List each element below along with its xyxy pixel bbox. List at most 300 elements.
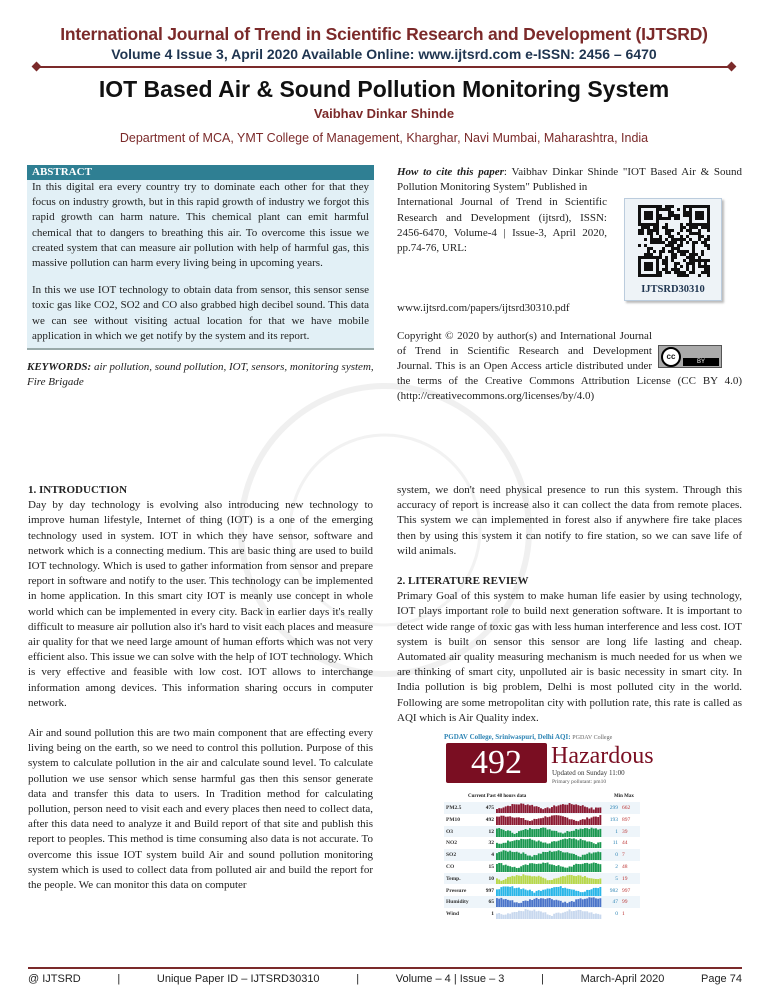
aqi-bar — [566, 817, 568, 824]
qr-module — [656, 208, 659, 211]
qr-module — [689, 220, 692, 223]
qr-module — [659, 250, 662, 253]
qr-module — [647, 247, 650, 250]
aqi-bar — [577, 864, 579, 872]
aqi-bar — [591, 913, 593, 920]
aqi-bar — [595, 914, 597, 920]
aqi-bar — [514, 903, 516, 908]
aqi-bar — [500, 829, 502, 837]
qr-module — [686, 262, 689, 265]
qr-module — [656, 259, 659, 262]
aqi-row-min: 0 — [615, 911, 618, 918]
aqi-bar — [542, 843, 544, 848]
aqi-bar — [582, 805, 584, 813]
abstract-box — [27, 165, 374, 350]
qr-module — [692, 259, 695, 262]
qr-module — [680, 241, 683, 244]
qr-module — [698, 238, 701, 241]
aqi-bar — [597, 914, 599, 919]
aqi-bar — [503, 900, 505, 908]
aqi-bar — [498, 913, 500, 919]
aqi-bar — [582, 855, 584, 860]
qr-module — [650, 214, 653, 217]
qr-module — [680, 229, 683, 232]
aqi-bar — [518, 868, 520, 872]
citation-label: How to cite this paper — [397, 166, 504, 178]
aqi-bar — [584, 899, 586, 907]
aqi-row-sparkline — [496, 861, 602, 872]
aqi-bar — [558, 887, 560, 896]
qr-module — [671, 268, 674, 271]
aqi-bar — [538, 829, 540, 837]
aqi-bar — [573, 889, 575, 895]
qr-module — [638, 274, 641, 277]
qr-module — [689, 208, 692, 211]
aqi-bar — [562, 833, 564, 836]
aqi-row-current: 15 — [488, 864, 494, 871]
qr-module — [698, 265, 701, 268]
qr-module — [689, 271, 692, 274]
qr-module — [638, 205, 641, 208]
qr-module — [671, 214, 674, 217]
aqi-bar — [500, 863, 502, 872]
aqi-bar — [520, 854, 522, 860]
aqi-row-min: 299 — [609, 805, 618, 812]
qr-module — [704, 259, 707, 262]
aqi-bar — [553, 865, 555, 872]
qr-module — [683, 205, 686, 208]
aqi-bar — [533, 876, 535, 884]
aqi-location: PGDAV College, Sriniwaspuri, Delhi AQI: PGDAV College — [444, 733, 613, 742]
aqi-bar — [595, 888, 597, 896]
aqi-bar — [514, 876, 516, 884]
aqi-bar — [569, 853, 571, 860]
aqi-bar — [525, 875, 527, 884]
aqi-bar — [573, 805, 575, 813]
qr-module — [674, 265, 677, 268]
aqi-bar — [544, 808, 546, 813]
qr-module — [659, 235, 662, 238]
aqi-bar — [514, 841, 516, 849]
aqi-bar — [511, 842, 513, 849]
aqi-bar — [558, 841, 560, 848]
aqi-bar — [582, 877, 584, 884]
aqi-bar — [529, 876, 531, 884]
aqi-bar — [529, 911, 531, 919]
aqi-bar — [588, 808, 590, 813]
aqi-bar — [573, 902, 575, 907]
aqi-bar — [522, 901, 524, 907]
qr-module — [668, 250, 671, 253]
aqi-bar — [577, 910, 579, 919]
qr-module — [650, 229, 653, 232]
footer-paper-id: Unique Paper ID – IJTSRD30310 — [156, 973, 320, 985]
qr-module — [686, 211, 689, 214]
aqi-bar — [597, 808, 599, 813]
aqi-bar — [544, 827, 546, 836]
aqi-bar — [540, 828, 542, 837]
aqi-bar — [531, 911, 533, 919]
aqi-bar — [558, 850, 560, 860]
qr-module — [692, 205, 695, 208]
aqi-bar — [573, 839, 575, 849]
aqi-bar — [527, 840, 529, 849]
aqi-bar — [580, 875, 582, 883]
aqi-bar — [533, 899, 535, 907]
journal-issue-line: Volume 4 Issue 3, April 2020 Available Online: www.ijtsrd.com e-ISSN: 2456 – 6470 — [111, 46, 657, 62]
copyright-text — [397, 329, 742, 405]
aqi-bar — [586, 842, 588, 848]
qr-module — [665, 238, 668, 241]
qr-module — [668, 217, 671, 220]
qr-module — [680, 226, 683, 229]
qr-module — [665, 244, 668, 247]
qr-module — [701, 226, 704, 229]
aqi-bar — [533, 910, 535, 919]
aqi-row-name: CO — [446, 864, 455, 871]
aqi-minmax-header: Min Max — [614, 794, 634, 800]
aqi-bar — [520, 839, 522, 848]
aqi-bar — [518, 853, 520, 860]
aqi-bar — [507, 866, 509, 872]
qr-module — [698, 214, 701, 217]
aqi-bar — [566, 831, 568, 837]
qr-module — [650, 256, 653, 259]
qr-module — [644, 205, 647, 208]
aqi-row — [444, 908, 640, 920]
qr-module — [638, 256, 641, 259]
aqi-row-current: 997 — [485, 887, 494, 894]
aqi-bar — [498, 863, 500, 872]
footer-separator: | — [356, 973, 360, 985]
literature-paragraph: Primary Goal of this system to make human life easier by using technology, IOT plays important role to build next generation software. It is important to detect wide range of toxic gas with less human interference and less cost. IOT system is built on sensor this sensor are long life lasting and cheap. Automated air quality measuring mechanism is much needed for us when we are thinking of smart city, unpolluted air is basic necessity in smart city. In India pollution is big problem, Delhi is most polluted city in the world. Following are some metropolitan city with pollution rate, this rate is called as AQI which is Air Quality index. — [397, 590, 742, 724]
aqi-bar — [555, 913, 557, 919]
aqi-bar — [531, 805, 533, 813]
aqi-bar — [514, 912, 516, 919]
aqi-bar — [522, 888, 524, 896]
aqi-bar — [516, 875, 518, 884]
qr-module — [707, 217, 710, 220]
aqi-bar — [584, 855, 586, 860]
aqi-bar — [577, 805, 579, 813]
aqi-bar — [514, 888, 516, 896]
keywords-label: KEYWORDS: — [27, 361, 92, 374]
aqi-bar — [588, 853, 590, 861]
aqi-bar — [503, 829, 505, 836]
aqi-bar — [544, 878, 546, 883]
aqi-bar — [553, 914, 555, 919]
aqi-bar — [522, 840, 524, 849]
qr-module — [647, 256, 650, 259]
qr-module — [704, 226, 707, 229]
aqi-row-min: 2 — [615, 864, 618, 871]
header-rule — [36, 66, 732, 68]
aqi-bar — [533, 841, 535, 849]
left-column — [28, 483, 373, 893]
aqi-bar — [584, 863, 586, 872]
aqi-bar — [551, 865, 553, 872]
aqi-bar — [503, 850, 505, 860]
qr-module — [677, 262, 680, 265]
aqi-bar — [538, 841, 540, 848]
qr-module — [692, 223, 695, 226]
aqi-bar — [595, 899, 597, 908]
aqi-bar — [569, 910, 571, 920]
qr-module — [704, 271, 707, 274]
aqi-bar — [544, 912, 546, 919]
qr-module — [674, 241, 677, 244]
aqi-bar — [593, 844, 595, 849]
aqi-bar — [582, 819, 584, 825]
aqi-bar — [527, 901, 529, 907]
qr-module — [638, 229, 641, 232]
qr-module — [647, 226, 650, 229]
qr-module — [677, 271, 680, 274]
qr-module — [638, 268, 641, 271]
qr-code-badge — [624, 198, 722, 301]
qr-module — [647, 265, 650, 268]
qr-module — [638, 271, 641, 274]
qr-module — [689, 217, 692, 220]
qr-module — [692, 265, 695, 268]
aqi-row-name: Humidity — [446, 899, 469, 906]
aqi-value: 492 — [446, 743, 547, 783]
qr-module — [680, 235, 683, 238]
aqi-bar — [573, 865, 575, 872]
aqi-bar — [536, 819, 538, 825]
qr-module — [707, 271, 710, 274]
aqi-bar — [525, 854, 527, 860]
aqi-row-sparkline — [496, 837, 602, 848]
aqi-bar — [560, 840, 562, 848]
qr-module — [704, 265, 707, 268]
aqi-bar — [544, 889, 546, 896]
qr-module — [668, 241, 671, 244]
aqi-bar — [577, 821, 579, 825]
aqi-bar — [498, 899, 500, 907]
keywords-text: air pollution, sound pollution, IOT, sensors, monitoring system, Fire Brigade — [27, 361, 374, 389]
qr-module — [686, 256, 689, 259]
aqi-bar — [582, 911, 584, 919]
aqi-bar — [597, 852, 599, 860]
qr-module — [686, 250, 689, 253]
qr-module — [701, 265, 704, 268]
aqi-bar — [571, 875, 573, 884]
qr-module — [707, 244, 710, 247]
aqi-bar — [564, 868, 566, 872]
aqi-bar — [566, 888, 568, 895]
aqi-bar — [514, 852, 516, 860]
aqi-bar — [503, 807, 505, 813]
aqi-bar — [547, 880, 549, 884]
aqi-bar — [529, 828, 531, 837]
qr-module — [692, 253, 695, 256]
aqi-bar — [555, 900, 557, 907]
aqi-bar — [553, 805, 555, 813]
aqi-bar — [498, 889, 500, 896]
qr-module — [701, 259, 704, 262]
qr-module — [653, 229, 656, 232]
aqi-bar — [558, 832, 560, 837]
aqi-bar — [496, 816, 498, 824]
aqi-bar — [584, 828, 586, 837]
qr-module — [644, 214, 647, 217]
aqi-bar — [575, 900, 577, 908]
aqi-bar — [531, 840, 533, 848]
aqi-bar — [511, 804, 513, 813]
aqi-bar — [514, 834, 516, 837]
aqi-bar — [586, 854, 588, 860]
aqi-bar — [538, 854, 540, 861]
aqi-bar — [547, 844, 549, 848]
aqi-bar — [509, 830, 511, 836]
aqi-bar — [569, 819, 571, 825]
qr-module — [707, 235, 710, 238]
qr-module — [689, 238, 692, 241]
aqi-bar — [518, 904, 520, 908]
aqi-bar — [511, 852, 513, 860]
qr-module — [647, 268, 650, 271]
aqi-bar — [536, 806, 538, 813]
aqi-bar — [496, 853, 498, 860]
aqi-bar — [547, 852, 549, 860]
aqi-bar — [531, 891, 533, 896]
aqi-bar — [498, 816, 500, 824]
aqi-figure — [444, 732, 654, 922]
aqi-bar — [527, 805, 529, 814]
aqi-bar — [496, 899, 498, 908]
qr-module — [638, 214, 641, 217]
qr-module — [647, 253, 650, 256]
aqi-bar — [558, 865, 560, 872]
qr-module — [707, 208, 710, 211]
left-top-block — [27, 165, 374, 390]
aqi-bar — [505, 886, 507, 895]
aqi-bar — [551, 900, 553, 908]
aqi-row-current: 32 — [488, 840, 494, 847]
aqi-bar — [555, 815, 557, 825]
intro-paragraph: system, we don't need physical presence to run this system. Through this accuracy of report is increase also it can collect the data from remote places. This system we can implemented in forest also if anywhere fire take places then by using this system it can notify to fire station, so we can save life of wild animals. — [397, 484, 742, 557]
aqi-bar — [558, 878, 560, 884]
qr-module — [674, 271, 677, 274]
qr-module — [647, 232, 650, 235]
aqi-bar — [522, 830, 524, 837]
qr-module — [707, 205, 710, 208]
aqi-bar — [551, 852, 553, 860]
aqi-bar — [505, 843, 507, 848]
qr-module — [653, 241, 656, 244]
qr-module — [689, 211, 692, 214]
aqi-bar — [542, 889, 544, 895]
aqi-bar — [500, 844, 502, 848]
qr-module — [638, 262, 641, 265]
qr-module — [689, 253, 692, 256]
right-column — [397, 483, 742, 922]
aqi-bar — [584, 841, 586, 849]
aqi-bar — [560, 901, 562, 907]
aqi-row-min: 982 — [609, 887, 618, 894]
aqi-bar — [549, 817, 551, 825]
aqi-bar — [518, 817, 520, 825]
aqi-bar — [522, 818, 524, 825]
aqi-bar — [533, 829, 535, 837]
aqi-bar — [507, 841, 509, 848]
aqi-row-sparkline — [496, 885, 602, 896]
aqi-bar — [531, 876, 533, 884]
aqi-row-name: NO2 — [446, 840, 457, 847]
aqi-bar — [577, 841, 579, 849]
aqi-bar — [522, 804, 524, 813]
qr-module — [662, 268, 665, 271]
qr-module — [671, 244, 674, 247]
aqi-row-max: 48 — [622, 864, 628, 871]
qr-module — [671, 229, 674, 232]
aqi-bar — [540, 864, 542, 872]
aqi-bar — [564, 832, 566, 836]
intro-paragraph: Day by day technology is evolving also introducing new technology to improve human lifestyle, Internet of thing (IOT) is a one of the emerging technology used in system. IOT in which they have sensor, software and network which is a connecting medium. This are basic thing are used to build IOT technology. Which is used to gather information from sensor and prepare report in software and notify to the user. This technology can be implemented in home application. In this smart city IOT is meanly use concept in whole world which can be implemented in every city. Back in earlier days it's really difficult to measure air pollution also it's hard to visit each places and measure air quality for that we need large amount of human efforts which was not very efficient also. This issue we can solve with the help of IOT technology. Which is very effective and feasible with low cost. IOT allows to interchange information among devices. This information sharing occurs in computer network. — [28, 499, 373, 709]
aqi-bar — [588, 864, 590, 872]
citation-url[interactable]: www.ijtsrd.com/papers/ijtsrd30310.pdf — [397, 302, 570, 315]
qr-module — [689, 262, 692, 265]
qr-module — [668, 214, 671, 217]
aqi-bar — [577, 900, 579, 908]
qr-module — [650, 268, 653, 271]
aqi-bar — [536, 864, 538, 872]
qr-module — [680, 244, 683, 247]
qr-module — [671, 211, 674, 214]
aqi-bar — [525, 840, 527, 849]
qr-module — [647, 250, 650, 253]
qr-module — [668, 229, 671, 232]
qr-module — [638, 217, 641, 220]
aqi-bar — [580, 828, 582, 836]
qr-module — [659, 205, 662, 208]
aqi-bar — [518, 887, 520, 895]
qr-module — [644, 265, 647, 268]
aqi-bar — [536, 876, 538, 883]
aqi-bar — [507, 886, 509, 895]
aqi-bar — [536, 842, 538, 849]
aqi-bar — [531, 829, 533, 837]
aqi-bar — [542, 913, 544, 919]
aqi-bar — [569, 875, 571, 884]
aqi-bar — [558, 815, 560, 825]
qr-module — [644, 223, 647, 226]
qr-module — [644, 244, 647, 247]
aqi-bar — [522, 911, 524, 919]
aqi-bar — [599, 899, 601, 908]
aqi-row — [444, 826, 640, 838]
aqi-row-min: 0 — [615, 852, 618, 859]
aqi-bar — [593, 879, 595, 884]
qr-module — [665, 208, 668, 211]
aqi-bar — [511, 901, 513, 908]
aqi-bar — [500, 898, 502, 907]
aqi-bar — [547, 915, 549, 920]
aqi-bar — [533, 819, 535, 825]
aqi-bar — [595, 845, 597, 849]
aqi-bar — [540, 912, 542, 920]
qr-module — [653, 223, 656, 226]
aqi-bar — [562, 867, 564, 872]
paper-id-label: IJTSRD30310 — [641, 284, 705, 296]
aqi-updated: Updated on Sunday 11:00 — [552, 769, 625, 778]
aqi-bar — [536, 912, 538, 920]
aqi-bar — [516, 887, 518, 895]
aqi-bar — [586, 817, 588, 825]
aqi-bar — [549, 880, 551, 884]
aqi-bar — [511, 817, 513, 825]
